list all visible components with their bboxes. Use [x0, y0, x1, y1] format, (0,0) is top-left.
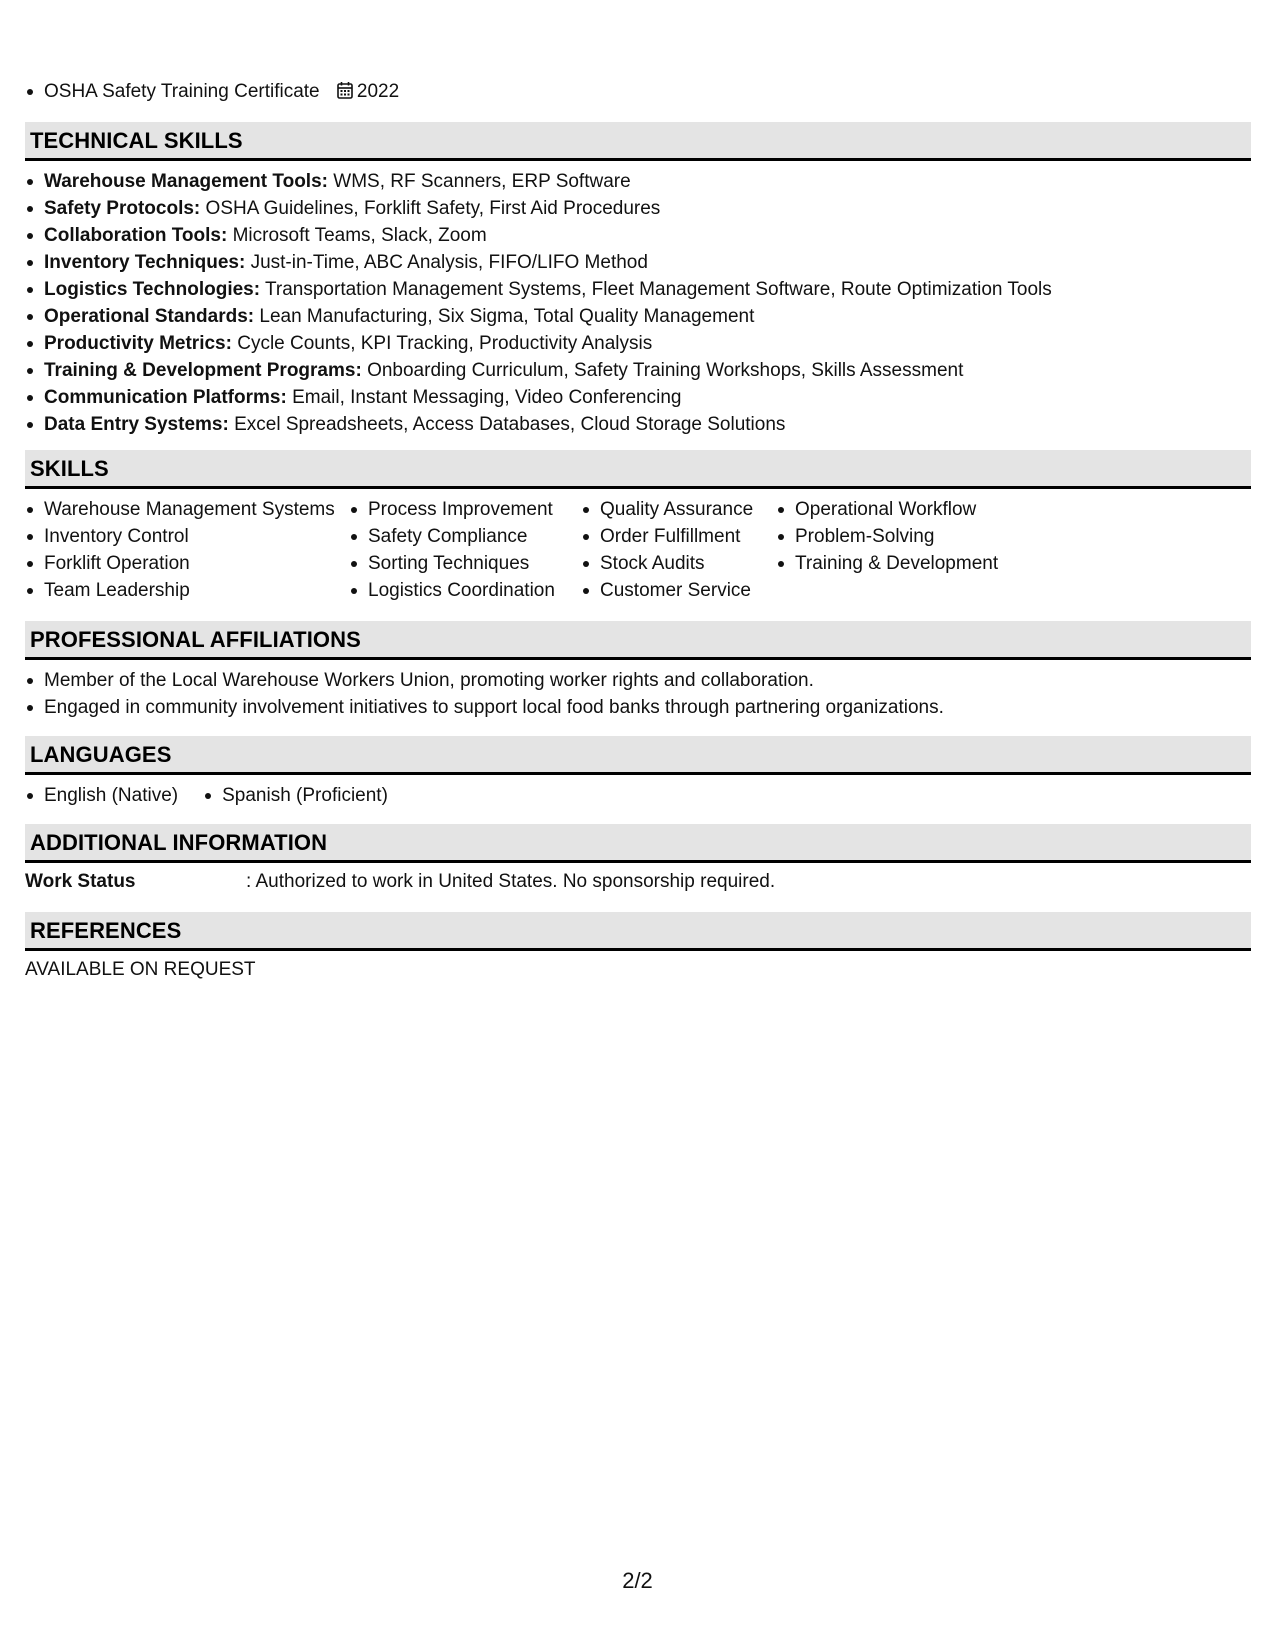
skill-category-label: Inventory Techniques: [44, 252, 246, 273]
additional-info-section [25, 824, 1251, 894]
list-item: Quality Assurance [581, 496, 776, 523]
section-heading: TECHNICAL SKILLS [25, 122, 1251, 161]
list-item: Spanish (Proficient) [203, 782, 388, 809]
work-status-row [25, 863, 1251, 894]
list-item: Stock Audits [581, 550, 776, 577]
list-item: Team Leadership [25, 577, 349, 604]
certification-name: OSHA Safety Training Certificate [44, 81, 320, 102]
technical-skills-list [25, 161, 1251, 438]
page-number: 2/2 [622, 1568, 653, 1593]
list-item: Warehouse Management Systems [25, 496, 349, 523]
skill-category-value: Just-in-Time, ABC Analysis, FIFO/LIFO Method [245, 252, 648, 273]
references-text: AVAILABLE ON REQUEST [25, 959, 256, 980]
skills-column [581, 496, 776, 604]
skill-category-label: Training & Development Programs: [44, 360, 362, 381]
section-heading: PROFESSIONAL AFFILIATIONS [25, 621, 1251, 660]
skill-category-value: Excel Spreadsheets, Access Databases, Cloud Storage Solutions [228, 414, 786, 435]
technical-skills-section [25, 122, 1251, 438]
list-item: Operational Workflow [776, 496, 1036, 523]
skill-category-label: Operational Standards: [44, 306, 255, 327]
list-item: Problem-Solving [776, 523, 1036, 550]
skills-grid [25, 489, 1251, 604]
affiliations-section [25, 621, 1251, 721]
references-section [25, 912, 1251, 982]
list-item: Customer Service [581, 577, 776, 604]
work-status-value: : Authorized to work in United States. No sponsorship required. [246, 871, 776, 892]
skill-category-value: Cycle Counts, KPI Tracking, Productivity Analysis [231, 333, 653, 354]
list-item [25, 357, 1251, 384]
skills-column [349, 496, 581, 604]
list-item [25, 384, 1251, 411]
skills-section [25, 450, 1251, 604]
skill-category-value: WMS, RF Scanners, ERP Software [327, 171, 631, 192]
skills-column [776, 496, 1036, 604]
languages-list [25, 775, 1251, 809]
skill-category-label: Collaboration Tools: [44, 225, 228, 246]
skill-category-value: Lean Manufacturing, Six Sigma, Total Quality Management [254, 306, 755, 327]
skill-category-label: Warehouse Management Tools: [44, 171, 328, 192]
list-item [25, 330, 1251, 357]
list-item: Inventory Control [25, 523, 349, 550]
certification-item [25, 78, 399, 105]
list-item: Forklift Operation [25, 550, 349, 577]
section-heading: SKILLS [25, 450, 1251, 489]
section-heading: ADDITIONAL INFORMATION [25, 824, 1251, 863]
work-status-label: Work Status [25, 871, 136, 892]
section-heading: LANGUAGES [25, 736, 1251, 775]
skill-category-label: Productivity Metrics: [44, 333, 232, 354]
list-item: Order Fulfillment [581, 523, 776, 550]
list-item: Sorting Techniques [349, 550, 581, 577]
skill-category-value: Transportation Management Systems, Fleet Management Software, Route Optimization Tools [260, 279, 1052, 300]
list-item [25, 195, 1251, 222]
list-item [25, 168, 1251, 195]
skill-category-label: Data Entry Systems: [44, 414, 229, 435]
section-heading: REFERENCES [25, 912, 1251, 951]
list-item [25, 303, 1251, 330]
skill-category-label: Logistics Technologies: [44, 279, 261, 300]
skill-category-value: Microsoft Teams, Slack, Zoom [227, 225, 487, 246]
list-item: Engaged in community involvement initiatives to support local food banks through partnering organizations. [25, 694, 1251, 721]
list-item: Logistics Coordination [349, 577, 581, 604]
list-item [25, 222, 1251, 249]
certification-year: 2022 [356, 81, 400, 102]
skill-category-label: Safety Protocols: [44, 198, 201, 219]
calendar-icon [337, 80, 353, 107]
list-item: English (Native) [25, 782, 178, 809]
list-item: Safety Compliance [349, 523, 581, 550]
list-item: Process Improvement [349, 496, 581, 523]
skill-category-value: OSHA Guidelines, Forklift Safety, First Aid Procedures [200, 198, 661, 219]
list-item: Training & Development [776, 550, 1036, 577]
list-item [25, 411, 1251, 438]
certifications-list [25, 78, 399, 105]
list-item [25, 276, 1251, 303]
skill-category-value: Email, Instant Messaging, Video Conferencing [286, 387, 682, 408]
languages-section [25, 736, 1251, 809]
affiliations-list [25, 660, 1251, 721]
skills-column [25, 496, 349, 604]
list-item: Member of the Local Warehouse Workers Union, promoting worker rights and collaboration. [25, 667, 1251, 694]
skill-category-label: Communication Platforms: [44, 387, 287, 408]
skill-category-value: Onboarding Curriculum, Safety Training Workshops, Skills Assessment [361, 360, 964, 381]
list-item [25, 249, 1251, 276]
